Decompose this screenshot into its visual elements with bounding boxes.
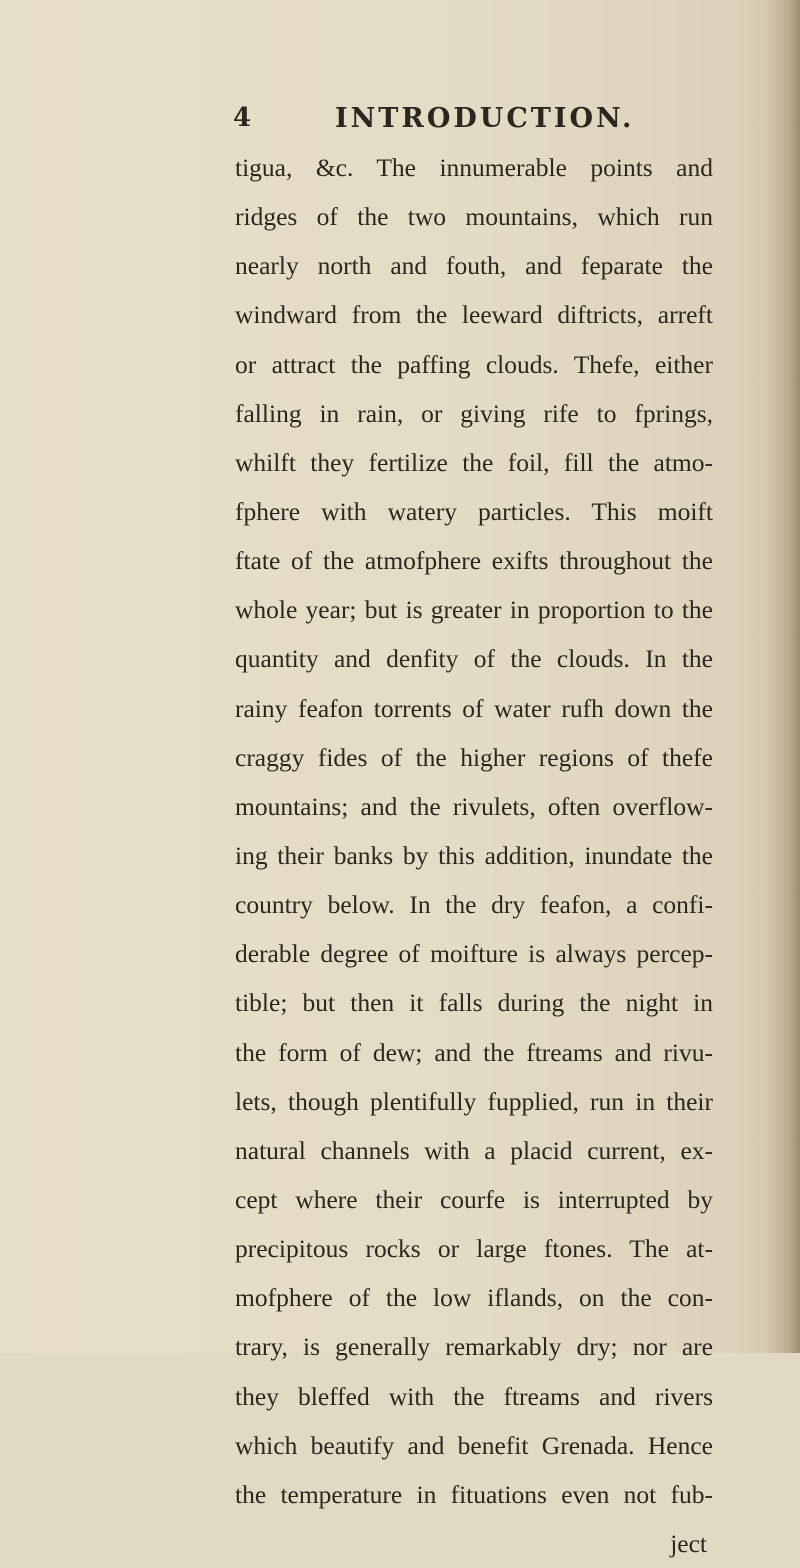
text-line: falling in rain, or giving rife to fprings,: [235, 398, 713, 428]
text-line: craggy fides of the higher regions of thefe: [235, 742, 713, 772]
text-line: fphere with watery particles. This moift: [235, 496, 713, 526]
text-line: lets, though plentifully fupplied, run in their: [235, 1086, 713, 1116]
text-line: rainy feafon torrents of water rufh down the: [235, 693, 713, 723]
text-line: the temperature in fituations even not fub-: [235, 1479, 713, 1509]
text-line: windward from the leeward diftricts, arreft: [235, 300, 713, 330]
text-line: natural channels with a placid current, ex-: [235, 1135, 713, 1165]
running-head: INTRODUCTION.: [335, 103, 635, 134]
text-line: or attract the paffing clouds. Thefe, either: [235, 349, 713, 379]
body-text: [235, 143, 713, 1568]
page-header: [233, 103, 703, 143]
text-line: ridges of the two mountains, which run: [235, 202, 713, 232]
text-line: ing their banks by this addition, inundate the: [235, 840, 713, 870]
text-line: they bleffed with the ftreams and rivers: [235, 1381, 713, 1411]
text-line: whole year; but is greater in proportion to the: [235, 595, 713, 625]
text-line: mountains; and the rivulets, often overflow-: [235, 791, 713, 821]
text-line: which beautify and benefit Grenada. Hence: [235, 1430, 713, 1460]
text-line: tigua, &c. The innumerable points and: [235, 153, 713, 182]
text-line: derable degree of moifture is always percep-: [235, 939, 713, 969]
text-line: cept where their courfe is interrupted by: [235, 1184, 713, 1214]
text-line: ftate of the atmofphere exifts throughout the: [235, 546, 713, 576]
text-line: quantity and denfity of the clouds. In the: [235, 644, 713, 674]
text-line: nearly north and fouth, and feparate the: [235, 251, 713, 281]
page-edge-shadow: [764, 0, 800, 1353]
text-line: the form of dew; and the ftreams and rivu-: [235, 1037, 713, 1067]
text-line: tible; but then it falls during the night in: [235, 988, 713, 1018]
text-line: precipitous rocks or large ftones. The at-: [235, 1234, 713, 1264]
text-line: mofphere of the low iflands, on the con-: [235, 1283, 713, 1313]
text-line: trary, is generally remarkably dry; nor are: [235, 1332, 713, 1362]
text-line: whilft they fertilize the foil, fill the atmo-: [235, 447, 713, 477]
text-line: country below. In the dry feafon, a confi-: [235, 890, 713, 920]
page-number: 4: [233, 103, 252, 133]
catchword: ject: [670, 1528, 707, 1558]
